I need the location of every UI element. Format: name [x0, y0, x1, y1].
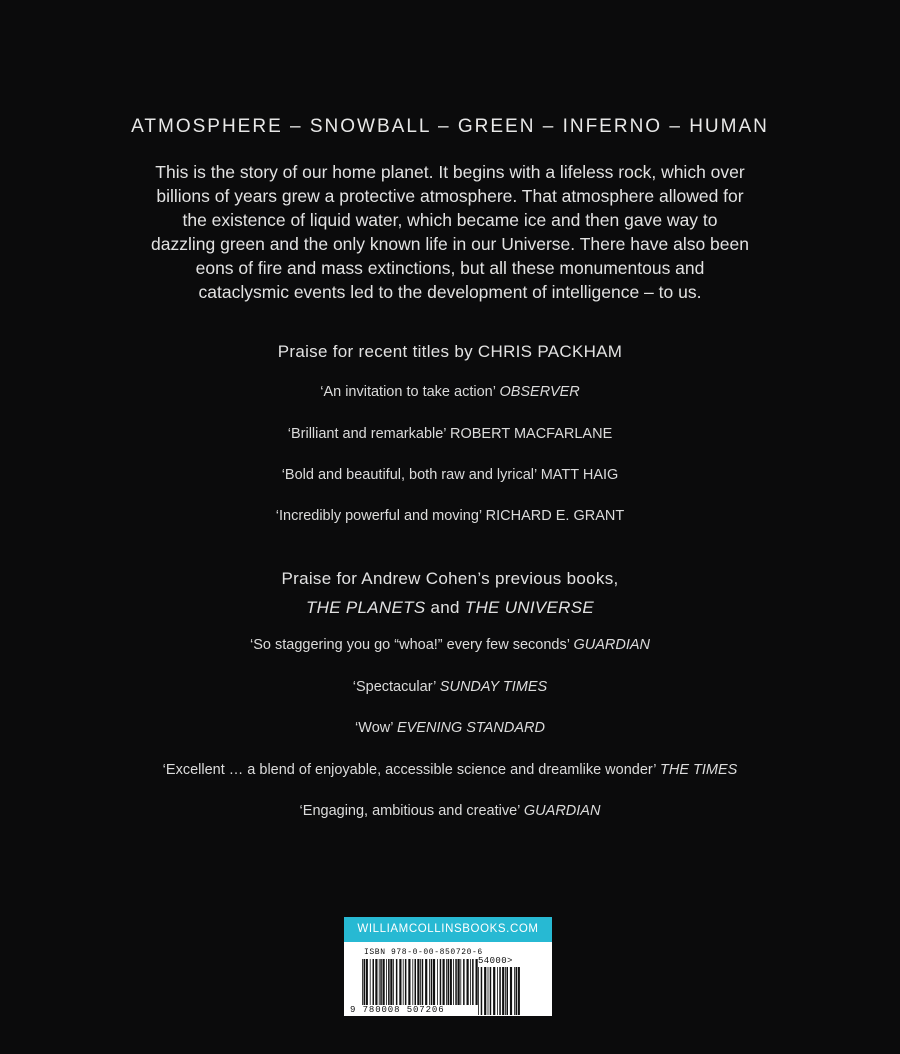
- quote-item: ‘Spectacular’ SUNDAY TIMES: [352, 679, 548, 695]
- praise-heading-cohen: Praise for Andrew Cohen’s previous books, THE PLANETS and THE UNIVERSE: [281, 569, 619, 617]
- book-title: THE PLANETS: [305, 598, 426, 617]
- isbn-label: ISBN 978-0-00-850720-6: [364, 948, 483, 957]
- price-addon-label: 54000>: [478, 956, 513, 966]
- blurb-paragraph: This is the story of our home planet. It begins with a lifeless rock, which over billions of years grew a protective atmosphere. That atmosphere allowed for the existence of liquid water, which became ice and then gave way to dazzling green and the only known life in our Universe. There have also been eons of fire and mass extinctions, but all these monumentous and cataclysmic events led to the development of intelligence – to us.: [151, 162, 749, 302]
- quote-item: ‘Bold and beautiful, both raw and lyrical’ MATT HAIG: [281, 467, 619, 483]
- quote-item: ‘So staggering you go “whoa!” every few seconds’ GUARDIAN: [249, 637, 650, 653]
- quote-item: ‘Engaging, ambitious and creative’ GUARDIAN: [299, 803, 601, 819]
- quote-item: ‘Incredibly powerful and moving’ RICHARD E. GRANT: [275, 508, 625, 524]
- quote-item: ‘Brilliant and remarkable’ ROBERT MACFARLANE: [287, 426, 613, 442]
- quote-item: ‘Excellent … a blend of enjoyable, accessible science and dreamlike wonder’ THE TIMES: [162, 762, 738, 778]
- barcode-icon: [362, 959, 478, 1005]
- quote-item: ‘Wow’ EVENING STANDARD: [355, 720, 545, 736]
- chapter-heading: ATMOSPHERE – SNOWBALL – GREEN – INFERNO – HUMAN: [131, 116, 769, 137]
- publisher-url: WILLIAMCOLLINSBOOKS.COM: [344, 917, 552, 942]
- barcode-addon-icon: [478, 967, 522, 1015]
- book-title: THE UNIVERSE: [464, 598, 595, 617]
- quote-item: ‘An invitation to take action’ OBSERVER: [320, 384, 580, 400]
- praise-heading-packham: Praise for recent titles by CHRIS PACKHAM: [277, 342, 623, 361]
- barcode-block: [344, 917, 552, 1016]
- barcode-digits: 9 780008 507206: [350, 1005, 445, 1015]
